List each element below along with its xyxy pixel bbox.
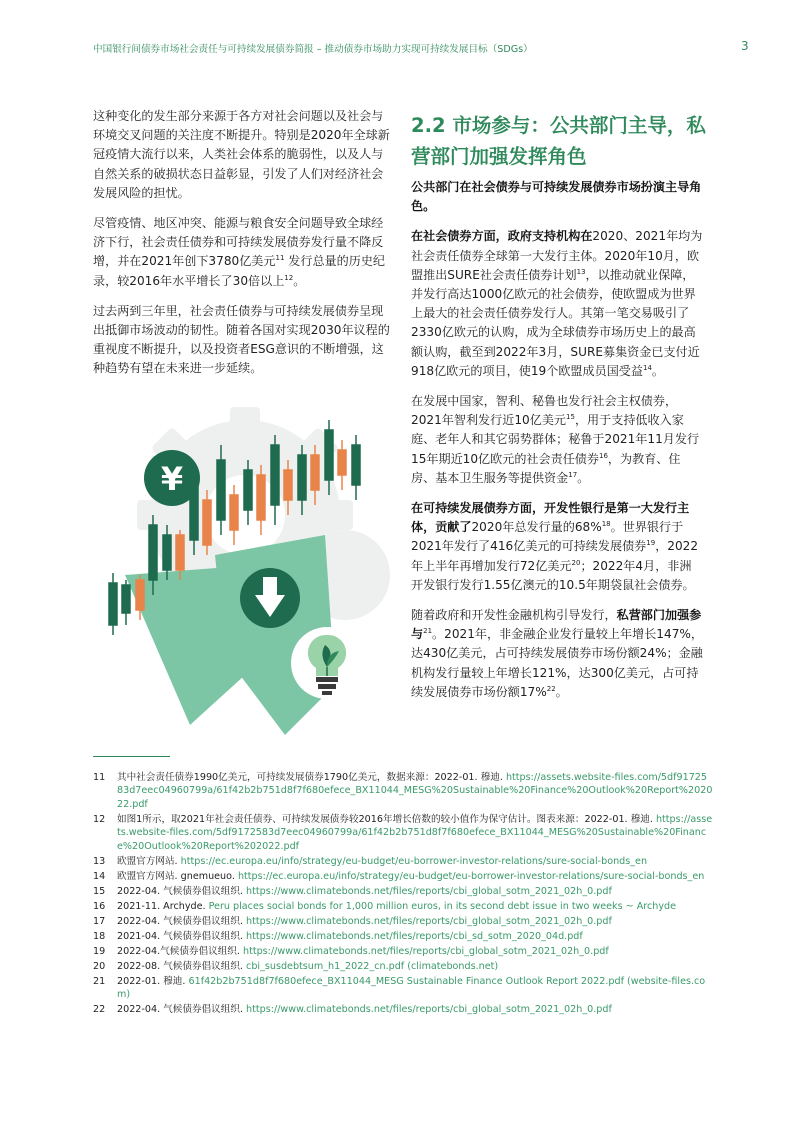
footnote-divider — [93, 756, 170, 757]
paragraph: 在发展中国家，智利、秘鲁也发行社会主权债券，2021年智利发行近10亿美元$^{15}$，用于支持低收入家庭、老年人和其它弱势群体；秘鲁于2021年11月发行15年期近10亿欧元的社会责任债券$^{16}$，为教育、住房、基本卫生服务等提供资金$^{17}$。 — [411, 394, 700, 485]
finance-illustration — [95, 405, 395, 735]
lead-paragraph: 公共部门在社会债券与可持续发展债券市场扮演主导角色。 — [411, 180, 702, 214]
footnote: 18 2021-04. 气候债券倡议组织. https://www.climatebonds.net/files/reports/cbi_sd_sotm_2020_04d.pdf — [93, 930, 583, 942]
footnote-link[interactable]: 61f42b2b751d8f7f680efece_BX11044_MESG Sustainable Finance Outlook Report 2022.pdf (website-files.com) — [117, 975, 706, 1001]
paragraph: 随着政府和开发性金融机构引导发行，私营部门加强参与$^{21}$。2021年，非金融企业发行量较上年增长147%，达430亿美元，占可持续发展债券市场份额24%；金融机构发行量较上年增长121%，达300亿美元，占可持续发展债券市场份额17%$^{22}$。 — [411, 608, 703, 699]
footnote: 14 欧盟官方网站. gnemueuo. https://ec.europa.eu/info/strategy/eu-budget/eu-borrower-investor-relations/sure-social-bonds_en — [93, 870, 705, 882]
footnote-link[interactable]: https://assets.website-files.com/5df9172583d7eec04960799a/61f42b2b751d8f7f680efece_BX11044_MESG%20Sustainable%20Finance%20Outlook%20Report%202022.pdf — [117, 813, 713, 852]
footnote-link[interactable]: Peru places social bonds for 1,000 million euros, in its second debt issue in two weeks ~ Archyde — [208, 900, 677, 912]
footnote: 15 2022-04. 气候债券倡议组织. https://www.climatebonds.net/files/reports/cbi_global_sotm_2021_02h_0.pdf — [93, 885, 612, 897]
footnote: 17 2022-04. 气候债券倡议组织. https://www.climatebonds.net/files/reports/cbi_global_sotm_2021_02h_0.pdf — [93, 915, 612, 927]
footnote-link[interactable]: https://www.climatebonds.net/files/reports/cbi_global_sotm_2021_02h_0.pdf — [246, 885, 612, 897]
footnote: 11 其中社会责任债券1990亿美元，可持续发展债券1790亿美元，数据来源：2022-01. 穆迪. https://assets.website-files.com/5df9172583d7eec04960799a/61f42b2b751d8f7f680efece_BX11044_MESG%20Sustainable%20Finance%20Outlook%20Report%202022.pdf — [93, 772, 713, 810]
paragraph: 在可持续发展债券方面，开发性银行是第一大发行主体，贡献了2020年总发行量的68%$^{18}$。世界银行于2021年发行了416亿美元的可持续发展债券$^{19}$，2022年上半年再增加发行72亿美元$^{20}$；2022年4月，非洲开发银行发行1.55亿澳元的10.5年期袋鼠社会债券。 — [411, 501, 699, 592]
lightbulb-icon — [291, 627, 363, 699]
footnote-link[interactable]: https://www.climatebonds.net/files/reports/cbi_global_sotm_2021_02h_0.pdf — [246, 1004, 612, 1016]
paragraph: 尽管疫情、地区冲突、能源与粮食安全问题导致全球经济下行，社会责任债券和可持续发展债券发行量不降反增，并在2021年创下3780亿美元$^{11}$ 发行总量的历史纪录，较2016年水平增长了30倍以上$^{12}$。 — [93, 216, 386, 288]
footnote-link[interactable]: https://ec.europa.eu/info/strategy/eu-budget/eu-borrower-investor-relations/sure-social-bonds_en — [237, 870, 705, 882]
paragraph: 这种变化的发生部分来源于各方对社会问题以及社会与环境交叉问题的关注度不断提升。特别是2020年全球新冠疫情大流行以来，人类社会体系的脆弱性，以及人与自然关系的破损状态日益彰显，引发了人们对经济社会发展风险的担忧。 — [93, 109, 390, 200]
footnote: 22 2022-04. 气候债券倡议组织. https://www.climatebonds.net/files/reports/cbi_global_sotm_2021_02h_0.pdf — [93, 1004, 612, 1016]
left-column — [93, 107, 395, 390]
footnote: 21 2022-01. 穆迪. 61f42b2b751d8f7f680efece_BX11044_MESG Sustainable Finance Outlook Report 2022.pdf (website-files.com) — [93, 975, 706, 1001]
footnote: 16 2021-11. Archyde. Peru places social bonds for 1,000 million euros, in its second debt issue in two weeks ~ Archyde — [93, 900, 677, 912]
right-column — [411, 178, 703, 713]
footnote-link[interactable]: https://ec.europa.eu/info/strategy/eu-budget/eu-borrower-investor-relations/sure-social-bonds_en — [180, 855, 648, 867]
page-number: 3 — [741, 39, 749, 53]
footnote-link[interactable]: https://www.climatebonds.net/files/reports/cbi_global_sotm_2021_02h_0.pdf — [246, 915, 612, 927]
paragraph: 过去两到三年里，社会责任债券与可持续发展债券呈现出抵御市场波动的韧性。随着各国对实现2030年议程的重视度不断提升，以及投资者ESG意识的不断增强，这种趋势有望在未来进一步延续。 — [93, 303, 390, 376]
footnote: 19 2022-04.气候债券倡议组织. https://www.climatebonds.net/files/reports/cbi_global_sotm_2021_02h_0.pdf — [93, 945, 609, 957]
footnote: 13 欧盟官方网站. https://ec.europa.eu/info/strategy/eu-budget/eu-borrower-investor-relations/sure-social-bonds_en — [93, 855, 648, 867]
footnote: 12 如图1所示，取2021年社会责任债券、可持续发展债券较2016年增长倍数的较小值作为保守估计。图表来源：2022-01. 穆迪. https://assets.website-files.com/5df9172583d7eec04960799a/61f42b2b751d8f7f680efece_BX11044_MESG%20Sustainable%20Finance%20Outlook%20Report%202022.pdf — [93, 813, 713, 852]
footnote-link[interactable]: https://www.climatebonds.net/files/reports/cbi_sd_sotm_2020_04d.pdf — [246, 930, 583, 942]
footnote-link[interactable]: https://www.climatebonds.net/files/reports/cbi_global_sotm_2021_02h_0.pdf — [242, 945, 609, 957]
paragraph: 在社会债券方面，政府支持机构在2020、2021年均为社会责任债券全球第一大发行主体。2020年10月，欧盟推出SURE社会责任债券计划$^{13}$，以推动就业保障，并发行高达1000亿欧元的社会债券，使欧盟成为世界上最大的社会责任债券发行人。其第一笔交易吸引了2330亿欧元的认购，成为全球债券市场历史上的最高额认购，截至到2022年3月，SURE募集资金已支付近918亿欧元的项目，使19个欧盟成员国受益$^{14}$。 — [411, 229, 703, 378]
running-header: 中国银行间债券市场社会责任与可持续发展债券简报 – 推动债券市场助力实现可持续发展目标（SDGs） — [93, 44, 533, 55]
footnote-link[interactable]: cbi_susdebtsum_h1_2022_cn.pdf (climatebonds.net) — [246, 960, 499, 972]
footnotes — [93, 771, 713, 1018]
section-title: 2.2 市场参与：公共部门主导，私营部门加强发挥角色 — [411, 114, 706, 168]
footnote: 20 2022-08. 气候债券倡议组织. cbi_susdebtsum_h1_2022_cn.pdf (climatebonds.net) — [93, 960, 499, 972]
currency-symbol: ¥ — [160, 460, 184, 498]
down-arrow-icon — [240, 568, 300, 628]
footnote-link[interactable]: https://assets.website-files.com/5df9172583d7eec04960799a/61f42b2b751d8f7f680efece_BX11044_MESG%20Sustainable%20Finance%20Outlook%20Report%202022.pdf — [117, 772, 713, 810]
